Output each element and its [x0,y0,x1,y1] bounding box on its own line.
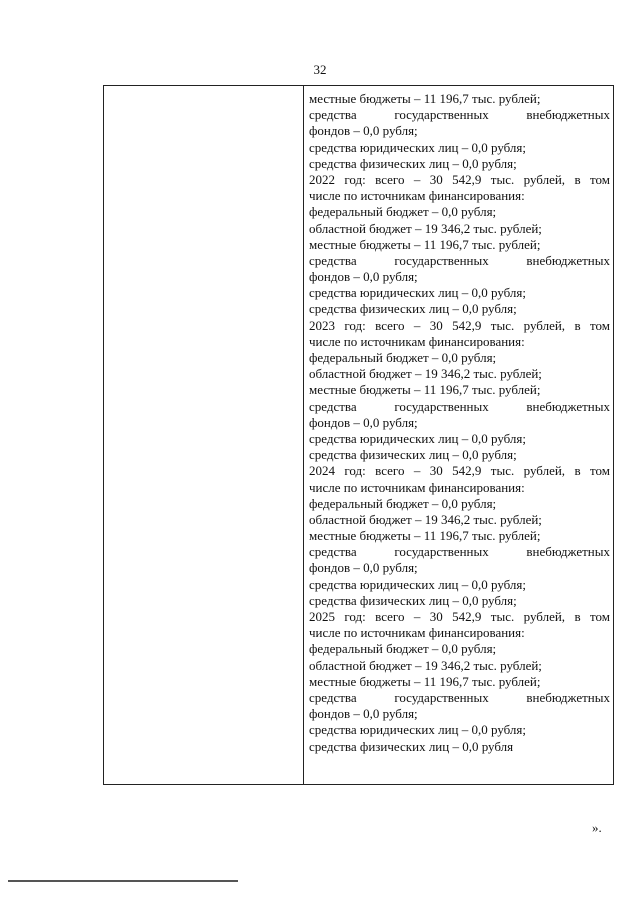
text-line: местные бюджеты – 11 196,7 тыс. рублей; [309,528,541,544]
text-line: 2025 год: всего – 30 542,9 тыс. рублей, в том [309,609,610,624]
text-line: областной бюджет – 19 346,2 тыс. рублей; [309,657,542,673]
text-line: фондов – 0,0 рубля; [309,560,418,576]
text-line: 2023 год: всего – 30 542,9 тыс. рублей, в том [309,317,610,333]
text-line: средства юридических лиц – 0,0 рубля; [309,285,527,301]
text-line: фондов – 0,0 рубля; [309,706,418,722]
text-line: средства физических лиц – 0,0 рубля; [309,155,517,171]
text-line: средства физических лиц – 0,0 рубля; [309,592,517,608]
text-line: областной бюджет – 19 346,2 тыс. рублей; [309,366,542,382]
text-line: средства физических лиц – 0,0 рубля; [309,447,517,463]
footer-rule [8,880,238,882]
text-line: средства физических лиц – 0,0 рубля [309,738,514,754]
text-line: средства юридических лиц – 0,0 рубля; [309,722,527,738]
text-line: 2024 год: всего – 30 542,9 тыс. рублей, в том [309,463,610,479]
closing-quote: ». [592,820,602,835]
text-line: местные бюджеты – 11 196,7 тыс. рублей; [309,236,541,252]
text-line: средства государственных внебюджетных [309,107,610,123]
text-line: числе по источникам финансирования: [309,188,525,204]
text-line: местные бюджеты – 11 196,7 тыс. рублей; [309,382,541,398]
text-line: средства юридических лиц – 0,0 рубля; [309,430,527,446]
text-line: федеральный бюджет – 0,0 рубля; [309,495,497,511]
text-line: средства юридических лиц – 0,0 рубля; [309,139,527,155]
text-line: федеральный бюджет – 0,0 рубля; [309,204,497,220]
table-left-column [104,86,304,784]
table-right-column [304,86,613,755]
text-line: средства государственных внебюджетных [309,252,610,268]
text-line: фондов – 0,0 рубля; [309,414,418,430]
text-line: фондов – 0,0 рубля; [309,269,418,285]
text-line: местные бюджеты – 11 196,7 тыс. рублей; [309,673,541,689]
text-line: областной бюджет – 19 346,2 тыс. рублей; [309,220,542,236]
text-line: областной бюджет – 19 346,2 тыс. рублей; [309,511,542,527]
text-line: 2022 год: всего – 30 542,9 тыс. рублей, в том [309,171,610,187]
text-line: числе по источникам финансирования: [309,333,525,349]
text-line: фондов – 0,0 рубля; [309,123,418,139]
text-line: средства государственных внебюджетных [309,689,610,705]
text-line: средства государственных внебюджетных [309,544,610,560]
text-line: средства юридических лиц – 0,0 рубля; [309,576,527,592]
text-line: числе по источникам финансирования: [309,479,525,495]
text-line: числе по источникам финансирования: [309,625,525,641]
text-line: местные бюджеты – 11 196,7 тыс. рублей; [309,91,541,106]
text-line: федеральный бюджет – 0,0 рубля; [309,641,497,657]
text-line: средства физических лиц – 0,0 рубля; [309,301,517,317]
text-line: средства государственных внебюджетных [309,398,610,414]
text-line: федеральный бюджет – 0,0 рубля; [309,350,497,365]
financing-table [103,85,614,785]
page-number: 32 [313,62,327,77]
